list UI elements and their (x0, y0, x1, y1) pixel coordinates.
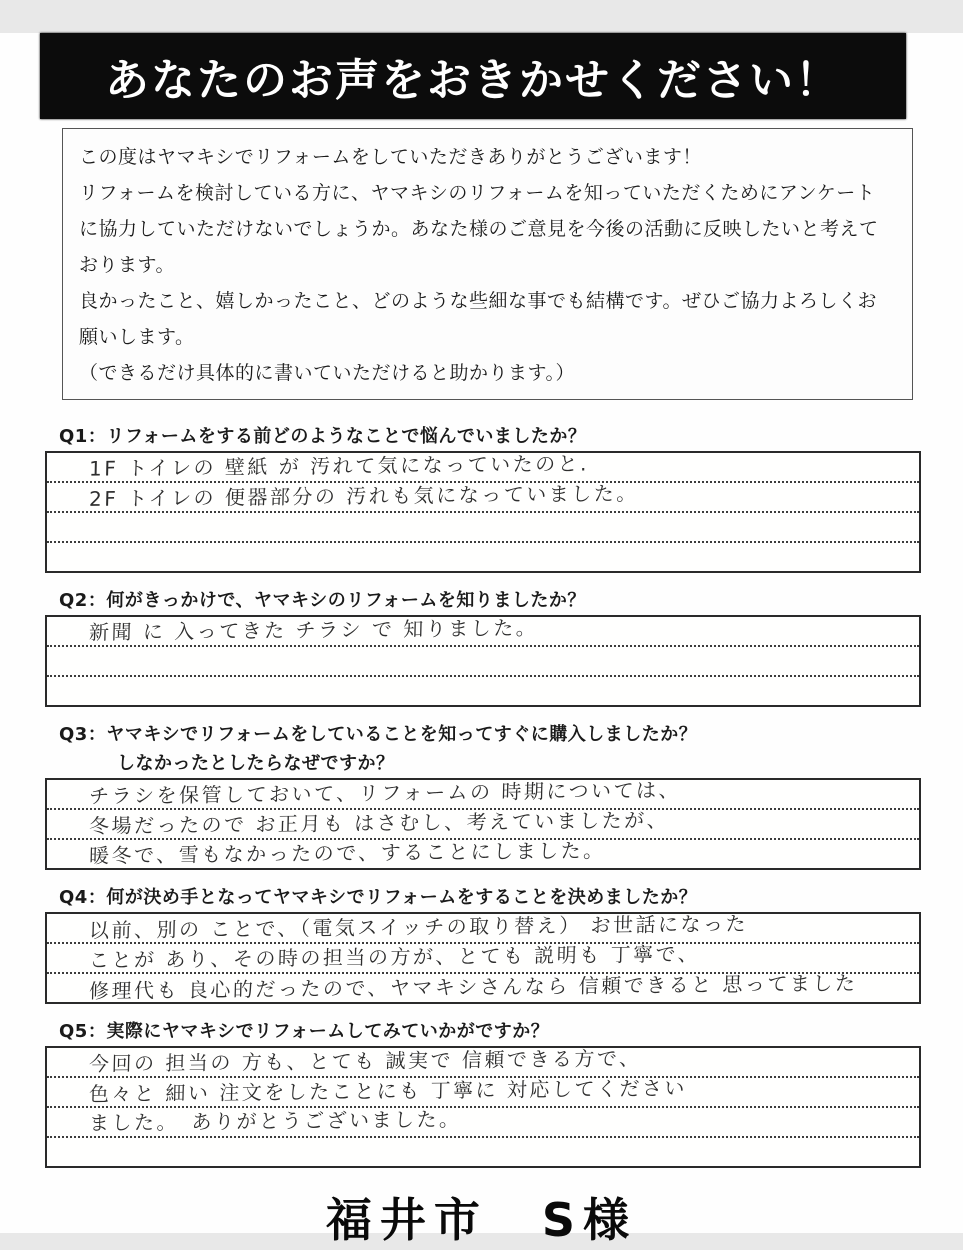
answer-line (47, 807, 919, 840)
answer-line (47, 453, 919, 483)
intro-line: 良かったこと、嬉しかったこと、どのような些細な事でも結構です。ぜひご協力よろしくお願いします。 (79, 290, 877, 348)
question-label-q1: Q1：リフォームをする前どのようなことで悩んでいましたか？ (59, 426, 587, 447)
handwritten-answer: 2F トイレの 便器部分の 汚れも気になっていました。 (88, 481, 640, 511)
question-section-q3 (45, 720, 921, 870)
answer-box-q4 (45, 912, 921, 1004)
answer-box-q5 (45, 1046, 921, 1168)
header-banner (40, 33, 906, 119)
handwritten-answer: 以前、別の ことで、（電気スイッチの取り替え） お世話になった (88, 911, 749, 943)
answer-line (47, 647, 919, 677)
answer-line (47, 617, 919, 647)
question-section-q5 (45, 1017, 921, 1168)
answer-line (47, 513, 919, 543)
handwritten-answer: 今回の 担当の 方も、とても 誠実で 信頼できる方で、 (88, 1046, 642, 1076)
handwritten-answer: 冬場だったので お正月も はさむし、考えていましたが、 (88, 807, 670, 839)
answer-line (47, 1048, 919, 1078)
question-sublabel-q3: しなかったとしたらなぜですか？ (117, 753, 395, 774)
answer-line (47, 1075, 919, 1108)
intro-line: （できるだけ具体的に書いていただけると助かります。） (79, 362, 575, 384)
handwritten-answer: ことが あり、その時の担当の方が、とても 説明も 丁寧で、 (88, 941, 701, 973)
question-label-q3: Q3：ヤマキシでリフォームをしていることを知ってすぐに購入しましたか？ (59, 724, 698, 745)
answer-line (47, 840, 919, 868)
page-title: あなたのお声をおきかせください！ (105, 55, 841, 106)
intro-box (62, 128, 913, 400)
question-label-q4: Q4：何が決め手となってヤマキシでリフォームをすることを決めましたか？ (59, 887, 698, 908)
handwritten-answer: チラシを保管しておいて、リフォームの 時期については、 (88, 777, 682, 809)
scanned-survey-page (0, 33, 963, 1247)
answer-box-q1 (45, 451, 921, 573)
answer-line (47, 1138, 919, 1166)
answer-line (47, 483, 919, 513)
handwritten-answer: ました。 ありがとうございました。 (88, 1107, 462, 1135)
handwritten-answer: 1F トイレの 壁紙 が 汚れて気になっていたのと. (88, 451, 590, 481)
intro-line: リフォームを検討している方に、ヤマキシのリフォームを知っていただくためにアンケートに協力していただけないでしょうか。あなた様のご意見を今後の活動に反映したいと考えております。 (79, 182, 879, 276)
customer-name: 福井市 S様 (325, 1193, 638, 1247)
answer-line (47, 543, 919, 571)
answer-line (47, 777, 919, 810)
answer-box-q3 (45, 778, 921, 870)
question-section-q2 (45, 586, 921, 707)
handwritten-answer: 色々と 細い 注文をしたことにも 丁寧に 対応してください (88, 1075, 688, 1107)
handwritten-answer: 修理代も 良心的だったので、ヤマキシさんなら 信頼できると 思ってました (88, 970, 858, 1004)
answer-line (47, 941, 919, 974)
question-section-q1 (45, 422, 921, 573)
handwritten-answer: 暖冬で、雪もなかったので、することにしました。 (88, 838, 606, 868)
question-section-q4 (45, 883, 921, 1004)
question-label-q5: Q5：実際にヤマキシでリフォームしてみていかがですか？ (59, 1021, 550, 1042)
answer-line (47, 970, 919, 1004)
answer-box-q2 (45, 615, 921, 707)
handwritten-answer: 新聞 に 入ってきた チラシ で 知りました。 (88, 615, 539, 645)
answer-line (47, 911, 919, 944)
question-label-q2: Q2：何がきっかけで、ヤマキシのリフォームを知りましたか？ (59, 590, 586, 611)
answer-line (47, 677, 919, 705)
answer-line (47, 1108, 919, 1138)
intro-line: この度はヤマキシでリフォームをしていただきありがとうございます！ (79, 146, 702, 168)
